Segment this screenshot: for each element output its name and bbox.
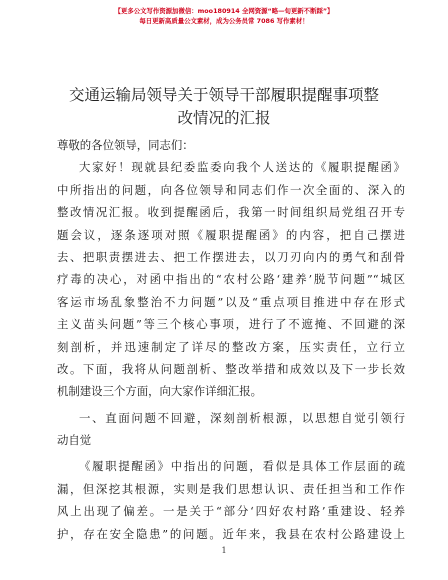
paragraph-2-line: 风上出现了偏差。一是关于“部分‘四好农村路’重建设、轻养 [57,504,405,519]
paragraph-1-line: 去、把职责摆进去、把工作摆进去，以刀刃向内的勇气和刮骨 [57,249,405,264]
banner-line-2: 每日更新高质量公文素材，成为公务员常 7086 写作素材！ [139,17,309,25]
paragraph-1-line: 大家好！现就县纪委监委向我个人送达的《履职提醒函》 [79,160,405,175]
title-line-2: 改情况的汇报 [177,109,271,127]
page-number: 1 [221,546,227,555]
header-banner [0,6,448,26]
paragraph-2-line: 护，存在安全隐患”的问题。近年来，我县在农村公路建设上 [57,526,405,541]
paragraph-1-line: 中所指出的问题，向各位领导和同志们作一次全面的、深入的 [57,182,405,197]
paragraph-1-line: 主义苗头问题”等三个核心事项，进行了不遮掩、不回避的深 [57,317,405,332]
paragraph-2-line: 《履职提醒函》中指出的问题，看似是具体工作层面的疏 [79,459,405,474]
title-line-1: 交通运输局领导关于领导干部履职提醒事项整 [68,86,379,104]
salutation: 尊敬的各位领导，同志们： [57,138,194,152]
banner-line-1: 【更多公文写作资源加微信：moo180914 全网资源“略—旬更新不断踩”】 [114,7,334,15]
document-body [57,134,405,545]
paragraph-1-line: 改。下面，我将从问题剖析、整改举措和成效以及下一步长效 [57,361,405,376]
paragraph-2-line: 漏，但深挖其根源，实则是我们思想认识、责任担当和工作作 [57,481,405,496]
paragraph-1-line: 题会议，逐条逐项对照《履职提醒函》的内容，把自己摆进 [57,227,405,242]
paragraph-1-line: 机制建设三个方面，向大家作详细汇报。 [57,384,263,399]
paragraph-1-line: 疗毒的决心，对函中指出的“农村公路‘建养’脱节问题”“城区 [57,272,405,287]
section-heading-line: 一、直面问题不回避，深刻剖析根源，以思想自觉引领行 [79,410,405,425]
document-title [40,84,408,130]
paragraph-1-line: 整改情况汇报。收到提醒函后，我第一时间组织局党组召开专 [57,205,405,220]
section-heading-line: 动自觉 [57,433,92,448]
paragraph-1-line: 客运市场乱象整治不力问题”以及“重点项目推进中存在形式 [57,294,405,309]
paragraph-1-line: 刻剖析，并迅速制定了详尽的整改方案，压实责任，立行立 [57,339,405,354]
